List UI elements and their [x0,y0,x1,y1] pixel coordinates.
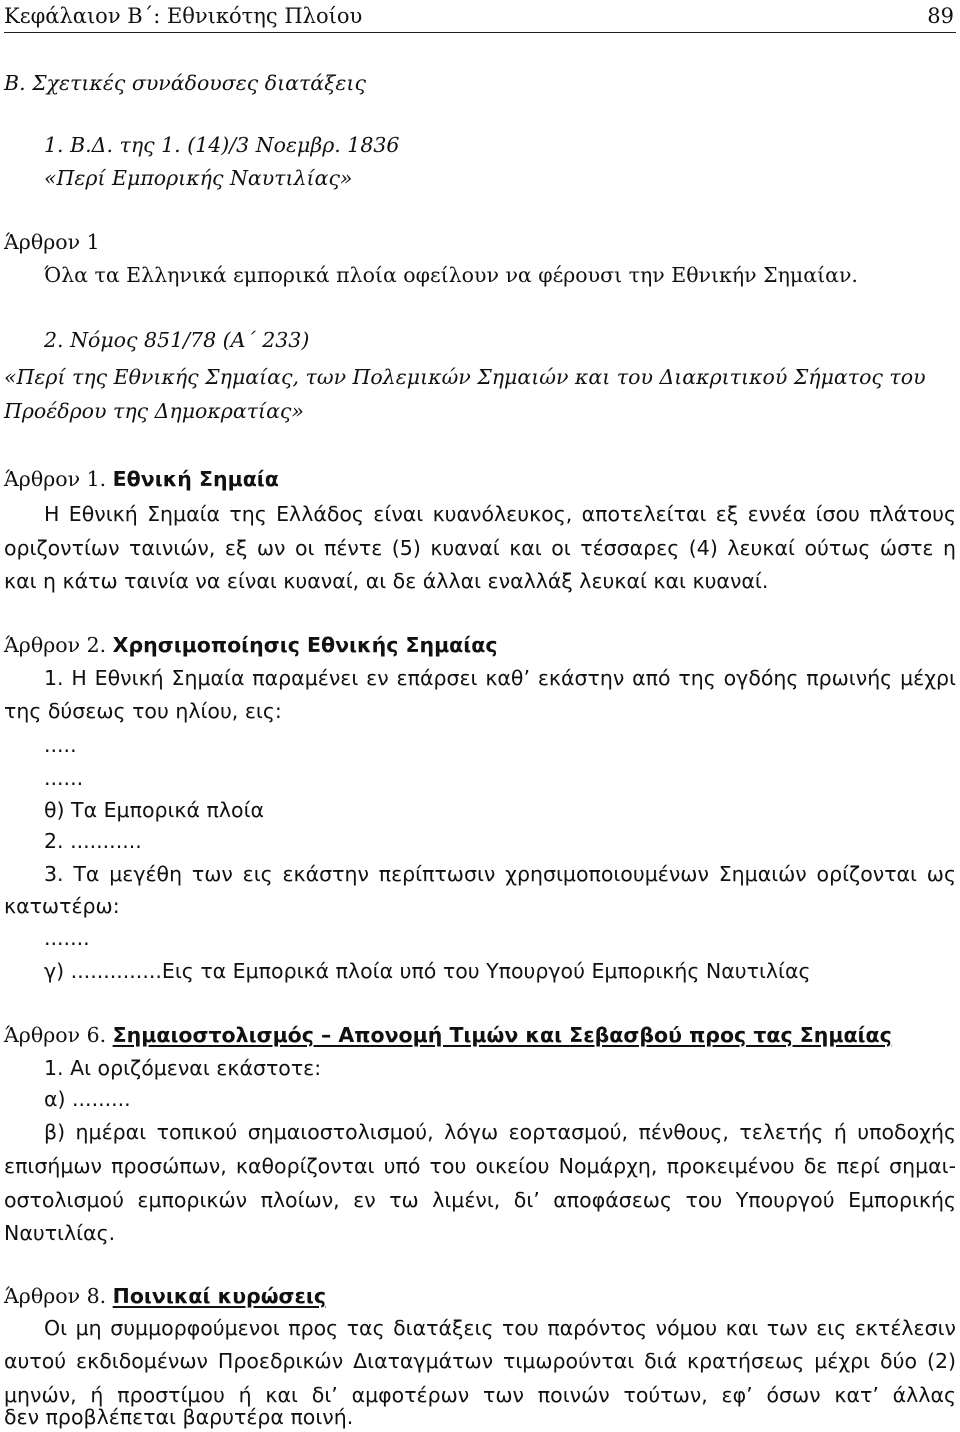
article8-line-4: δεν προβλέπεται βαρυτέρα ποινή. [4,1405,354,1429]
law1-article-text: Όλα τα Ελληνικά εμπορικά πλοία οφείλουν να φέρουσι την Εθνικήν Σημαίαν. [44,263,858,287]
law2-subtitle-line1: «Περί της Εθνικής Σημαίας, των Πολεμικών Σημαιών και του Διακριτικού Σήματος του [4,365,926,389]
article2-line-1: 1. Η Εθνική Σημαία παραμένει εν επάρσει καθ’ εκάστην από της ογδόης πρωινής μέχρι [44,666,956,690]
article8-title: Ποινικαί κυρώσεις [112,1284,327,1308]
article8-heading [4,1282,956,1310]
article6-label: Άρθρον 6. [4,1023,107,1047]
article2-item-gamma: γ) ..............Εις τα Εμπορικά πλοία υπό του Υπουργού Εμπορικής Ναυτιλίας [44,959,811,983]
article1-line-3: και η κάτω ταινία να είναι κυαναί, αι δε άλλαι εναλλάξ λευκαί και κυαναί. [4,569,769,593]
article2-ellipsis-3: ....... [44,926,90,950]
law2-title: 2. Νόμος 851/78 (Α΄ 233) [44,328,310,352]
article6-beta-line-3: οστολισμού εμπορικών πλοίων, εν τω λιμένι, δι’ αποφάσεως του Υπουργού Εμπορικής [4,1188,956,1212]
article8-line-1: Οι μη συμμορφούμενοι προς τας διατάξεις του παρόντος νόμου και των εις εκτέλεσιν [44,1316,956,1340]
article2-title: Χρησιμοποίησις Εθνικής Σημαίας [112,633,498,657]
chapter-title: Κεφάλαιον Β΄: Εθνικότης Πλοίου [4,4,363,28]
article1-title: Εθνική Σημαία [112,467,279,491]
article2-item-3-line-1: 3. Τα μεγέθη των εις εκάστην περίπτωσιν χρησιμοποιουμένων Σημαιών ορίζονται ως [44,862,956,886]
article6-beta-line-2: επισήμων προσώπων, καθορίζονται υπό του οικείου Νομάρχη, προκειμένου δε περί σημαι- [4,1154,956,1178]
article8-label: Άρθρον 8. [4,1284,107,1308]
page-number: 89 [927,4,954,28]
article2-line-2: της δύσεως του ηλίου, εις: [4,699,282,723]
article1-line-1: Η Εθνική Σημαία της Ελλάδος είναι κυανόλευκος, αποτελείται εξ εννέα ίσου πλάτους [44,502,956,526]
article2-item-2: 2. ........... [44,829,142,853]
law1-title: 1. Β.Δ. της 1. (14)/3 Νοεμβρ. 1836 [44,133,400,157]
article6-beta-line-4: Ναυτιλίας. [4,1221,116,1245]
article8-line-2: αυτού εκδιδομένων Προεδρικών Διαταγμάτων τιμωρούνται διά κρατήσεως μέχρι δύο (2) [4,1349,956,1373]
article1-label: Άρθρον 1. [4,467,107,491]
article2-item-3-line-2: κατωτέρω: [4,894,120,918]
article8-line-3: μηνών, ή προστίμου ή και δι’ αμφοτέρων των ποινών τούτων, εφ’ όσων κατ’ άλλας [4,1383,956,1407]
article1-heading [4,465,956,493]
law1-subtitle: «Περί Εμπορικής Ναυτιλίας» [44,166,353,190]
article6-item-alpha: α) ......... [44,1087,131,1111]
law1-article-label: Άρθρον 1 [4,230,100,254]
law2-subtitle-line2: Προέδρου της Δημοκρατίας» [4,399,304,423]
article6-line-1: 1. Αι οριζόμεναι εκάστοτε: [44,1056,322,1080]
article1-line-2: οριζοντίων ταινιών, εξ ων οι πέντε (5) κυαναί και οι τέσσαρες (4) λευκαί ούτως ώστε η [4,536,956,560]
article6-heading [4,1021,956,1049]
article6-title: Σημαιοστολισμός – Απονομή Τιμών και Σεβασβού προς τας Σημαίας [112,1023,892,1047]
article6-beta-line-1: β) ημέραι τοπικού σημαιοστολισμού, λόγω εορτασμού, πένθους, τελετής ή υποδοχής [44,1120,956,1144]
article2-ellipsis-2: ...... [44,766,84,790]
running-header [4,0,956,33]
article2-heading [4,631,956,659]
article2-label: Άρθρον 2. [4,633,107,657]
article2-item-theta: θ) Τα Εμπορικά πλοία [44,798,265,822]
article2-ellipsis-1: ..... [44,733,77,757]
section-heading: Β. Σχετικές συνάδουσες διατάξεις [4,71,366,95]
